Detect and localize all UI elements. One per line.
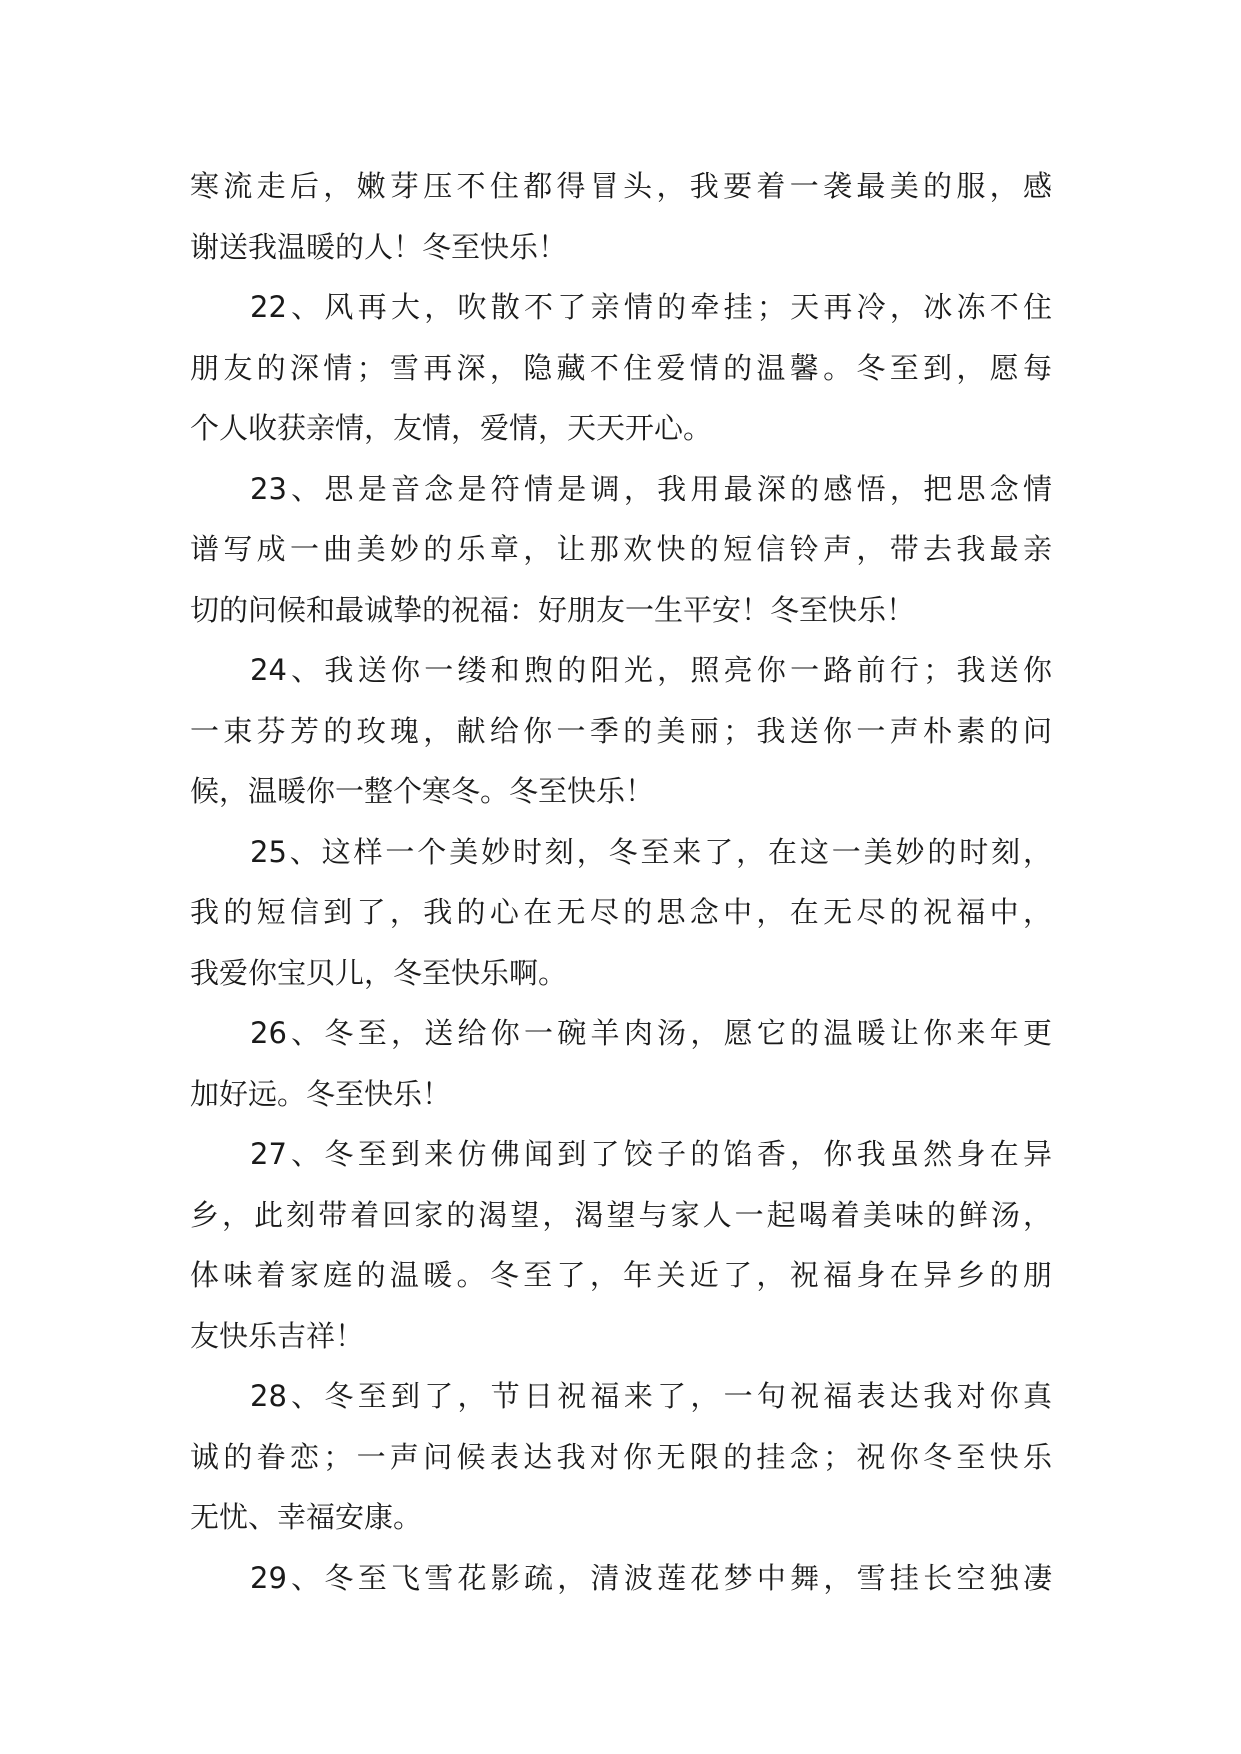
text-line: 一束芬芳的玫瑰，献给你一季的美丽；我送你一声朴素的问: [190, 713, 1052, 748]
text-line: 个人收获亲情，友情，爱情，天天开心。: [190, 411, 713, 445]
paragraph: [190, 1548, 1052, 1609]
paragraph: [190, 1124, 1052, 1366]
paragraph: [190, 156, 1052, 277]
text-line: 友快乐吉祥！: [190, 1318, 365, 1353]
document-body: [190, 156, 1052, 1608]
text-line: 24、我送你一缕和煦的阳光，照亮你一路前行；我送你: [250, 653, 1052, 687]
paragraph: [190, 640, 1052, 822]
text-line: 候，温暖你一整个寒冬。冬至快乐！: [190, 774, 655, 808]
text-line: 28、冬至到了，节日祝福来了，一句祝福表达我对你真: [250, 1379, 1052, 1413]
text-line: 体味着家庭的温暖。冬至了，年关近了，祝福身在异乡的朋: [190, 1258, 1052, 1292]
text-line: 我的短信到了，我的心在无尽的思念中，在无尽的祝福中，: [190, 895, 1052, 929]
text-line: 谱写成一曲美妙的乐章，让那欢快的短信铃声，带去我最亲: [190, 532, 1052, 566]
text-line: 29、冬至飞雪花影疏，清波莲花梦中舞，雪挂长空独凄: [250, 1560, 1052, 1595]
text-line: 无忧、幸福安康。: [190, 1500, 423, 1534]
text-line: 25、这样一个美妙时刻，冬至来了，在这一美妙的时刻，: [250, 834, 1052, 869]
text-line: 切的问候和最诚挚的祝福：好朋友一生平安！冬至快乐！: [190, 592, 916, 627]
paragraph: [190, 459, 1052, 641]
text-line: 诚的眷恋；一声问候表达我对你无限的挂念；祝你冬至快乐: [190, 1439, 1052, 1474]
text-line: 加好远。冬至快乐！: [190, 1076, 452, 1111]
text-line: 朋友的深情；雪再深，隐藏不住爱情的温馨。冬至到，愿每: [190, 350, 1052, 385]
text-line: 我爱你宝贝儿，冬至快乐啊。: [190, 955, 568, 990]
paragraph: [190, 822, 1052, 1004]
paragraph: [190, 1003, 1052, 1124]
paragraph: [190, 277, 1052, 459]
text-line: 寒流走后，嫩芽压不住都得冒头，我要着一袭最美的服，感: [190, 169, 1052, 203]
text-line: 26、冬至，送给你一碗羊肉汤，愿它的温暖让你来年更: [250, 1016, 1052, 1050]
text-line: 23、思是音念是符情是调，我用最深的感悟，把思念情: [250, 471, 1052, 506]
paragraph: [190, 1366, 1052, 1548]
text-line: 22、风再大，吹散不了亲情的牵挂；天再冷，冰冻不住: [250, 290, 1052, 324]
text-line: 乡，此刻带着回家的渴望，渴望与家人一起喝着美味的鲜汤，: [190, 1197, 1052, 1232]
text-line: 谢送我温暖的人！冬至快乐！: [190, 229, 568, 264]
text-line: 27、冬至到来仿佛闻到了饺子的馅香，你我虽然身在异: [250, 1137, 1052, 1171]
